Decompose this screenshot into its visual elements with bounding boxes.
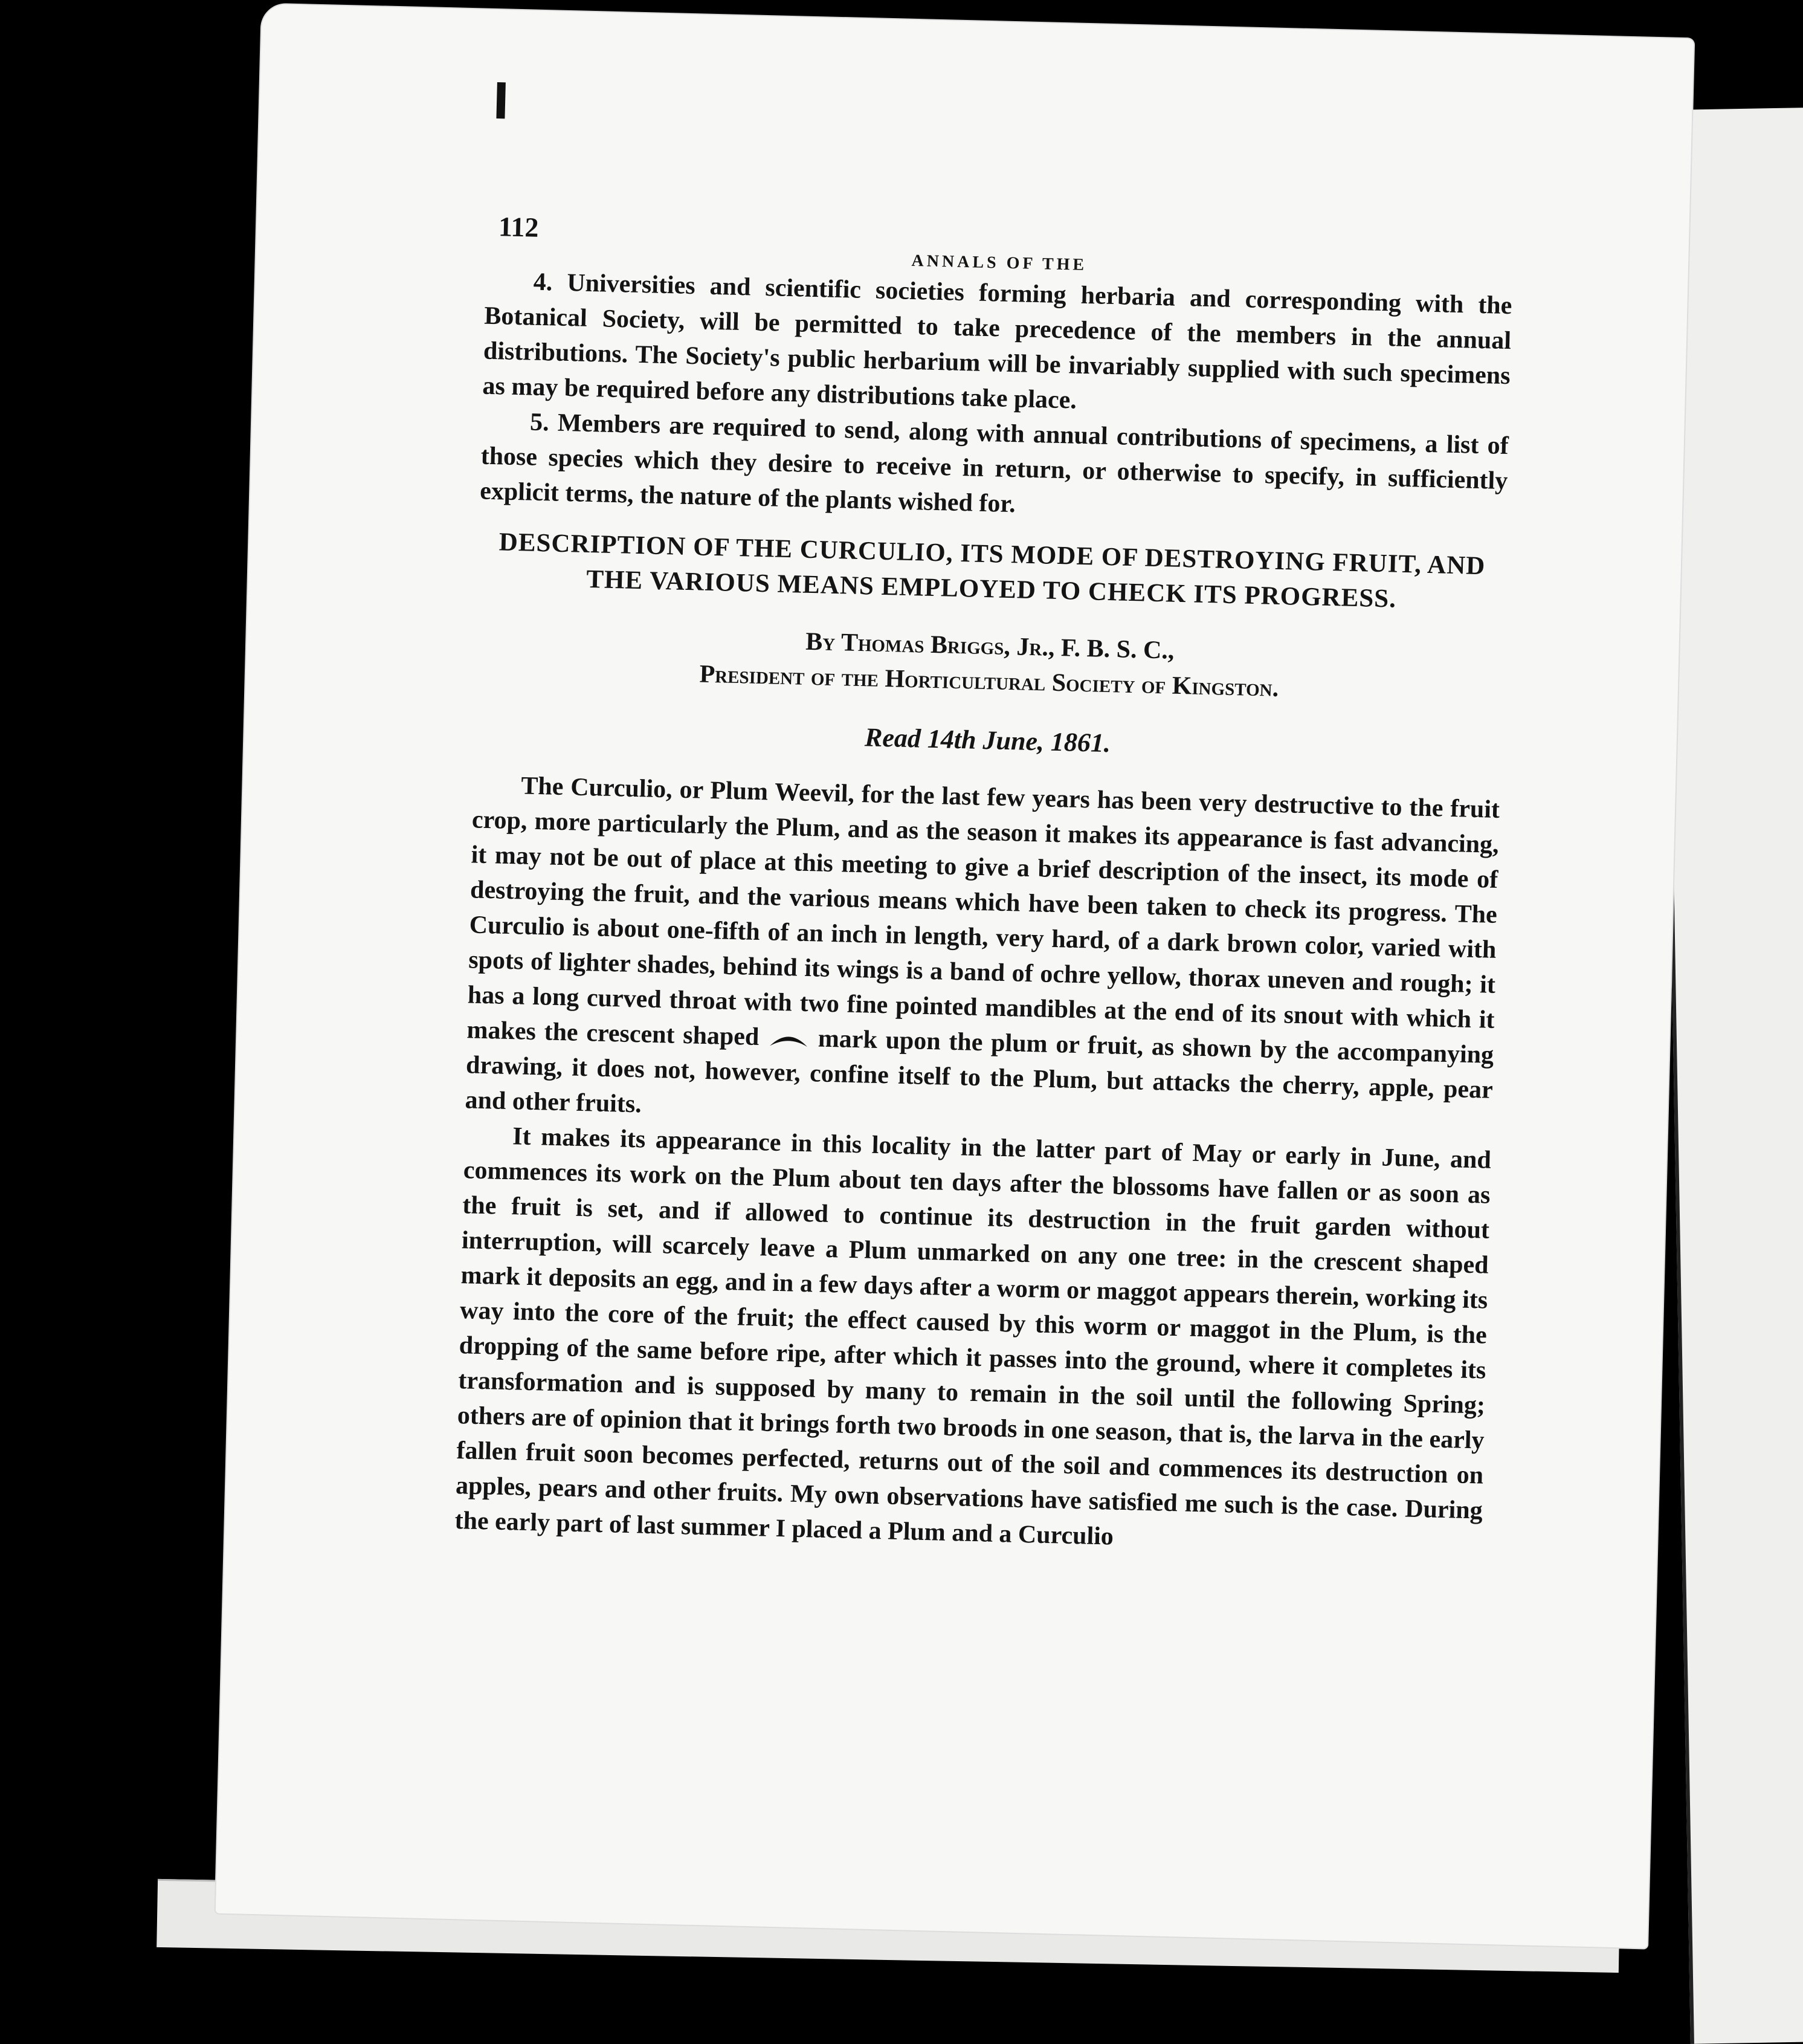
page-number: 112	[498, 211, 540, 243]
rule-paragraph-4: 4. Universities and scientific societies forming herbaria and corresponding with the Botanical Society, will be permitted to take precedence of the members in the annual distributions. The Society's public herbarium will be invariably supplied with such specimens as may be required before any distributions take place.	[482, 268, 1512, 415]
running-head: ANNALS OF THE	[911, 251, 1088, 274]
article-body	[454, 767, 1500, 1563]
para1-text-end: mark upon the plum or fruit, as shown by the accompanying drawing, it does not, however, confine itself to the Plum, but attacks the cherry, apple, pear and other fruits.	[465, 1024, 1494, 1119]
article-title: DESCRIPTION OF THE CURCULIO, ITS MODE OF DESTROYING FRUIT, AND THE VARIOUS MEANS EMPLOYED TO CHECK ITS PROGRESS.	[498, 528, 1486, 613]
crescent-mark-icon	[767, 1032, 810, 1049]
rule-paragraph-5: 5. Members are required to send, along with annual contributions of specimens, a list of those species which they desire to receive in return, or otherwise to specify, in sufficiently explicit terms, the nature of the plants wished for.	[479, 408, 1509, 519]
author-affiliation: President of the Horticultural Society of Kingston.	[699, 660, 1279, 702]
document-page	[216, 4, 1694, 1949]
para1-text-start: The Curculio, or Plum Weevil, for the last few years has been very destructive to the fruit crop, more particularly the Plum, and as the season it makes its appearance is fast advancing, it may not be out of place at this meeting to give a brief description of the insect, its mode of destroying the fruit, and the various means which have been taken to check its progress. The Curculio is about one-fifth of an inch in length, very hard, of a dark brown color, varied with spots of lighter shades, behind its wings is a band of ochre yellow, thorax uneven and rough; it has a long curved throat with two fine pointed mandibles at the end of its snout with which it makes the crescent shaped	[466, 772, 1500, 1052]
body-paragraph-2: It makes its appearance in this locality in the latter part of May or early in June, and commences its work on the Plum about ten days after the blossoms have fallen or as soon as the fruit is set, and if allowed to continue its destruction in the fruit garden without interruption, will scarcely leave a Plum unmarked on any one tree: in the crescent shaped mark it deposits an egg, and in a few days after a worm or maggot appears therein, working its way into the core of the fruit; the effect caused by this worm or maggot in the Plum, is the dropping of the same before ripe, after which it passes into the ground, where it completes its transformation and is supposed by many to remain in the soil until the following Spring; others are of opinion that it brings forth two broods in one season, that is, the larva in the early fallen fruit soon becomes perfected, returns out of the soil and commences its destruction on apples, pears and other fruits. My own observations have satisfied me such is the case. During the early part of last summer I placed a Plum and a Curculio	[454, 1122, 1492, 1551]
author-byline: By Thomas Briggs, Jr., F. B. S. C.,	[805, 627, 1175, 665]
read-date: Read 14th June, 1861.	[864, 722, 1111, 758]
binding-mark	[496, 82, 505, 118]
page-content	[454, 209, 1514, 1564]
body-paragraph-1	[465, 767, 1500, 1142]
